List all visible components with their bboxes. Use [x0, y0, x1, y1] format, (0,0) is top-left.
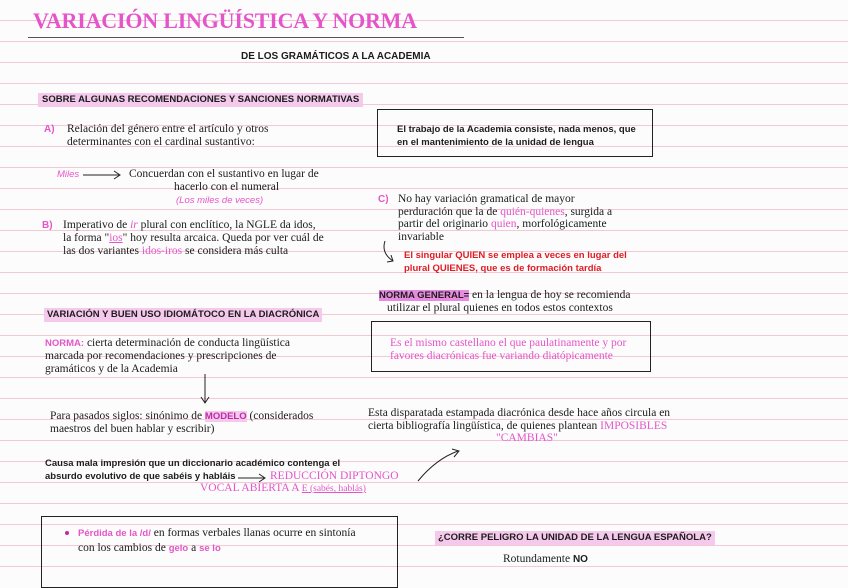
- section1-heading: SOBRE ALGUNAS RECOMENDACIONES Y SANCIONES NORMATIVAS: [38, 93, 363, 107]
- page-subtitle: DE LOS GRAMÁTICOS A LA ACADEMIA: [241, 51, 431, 62]
- miles-text: Concuerdan con el sustantivo en lugar de hacerlo con el numeral: [129, 168, 319, 193]
- title-underline: [28, 37, 464, 38]
- causa-text: Causa mala impresión que un diccionario académico contenga el absurdo evolutivo de que sabéis y habláis: [45, 458, 341, 482]
- miles-label: Miles: [57, 169, 80, 180]
- castellano-box-text: Es el mismo castellano el que paulatinamente y por favores diacrónicas fue variando diatópicamente: [390, 337, 627, 362]
- reduccion-text: REDUCCIÓN DIPTONGO VOCAL ABIERTA A E (sabés, hablás): [200, 470, 399, 494]
- peligro-answer: Rotundamente NO: [503, 553, 588, 565]
- item-b-text: Imperativo de ir plural con enclítico, la NGLE da idos, la forma "ios" hoy resulta arcaica. Queda por ver cuál de las dos variantes idos-iros se considera más culta: [63, 219, 324, 257]
- peligro-heading: ¿CORRE PELIGRO LA UNIDAD DE LA LENGUA ESPAÑOLA?: [435, 531, 715, 545]
- norma-definition: NORMA: cierta determinación de conducta lingüística marcada por recomendaciones y prescripciones de gramáticos y de la Academia: [45, 337, 291, 375]
- curved-arrow-icon: [381, 241, 405, 267]
- item-b-label: B): [42, 220, 53, 231]
- arrow-right-icon: [83, 171, 123, 179]
- perdida-text: Pérdida de la /d/ en formas verbales llanas ocurre en sintonía con los cambios de gelo a se lo: [78, 527, 356, 554]
- page-title: VARIACIÓN LINGÜÍSTICA Y NORMA: [33, 8, 417, 33]
- item-a-label: A): [44, 124, 55, 135]
- miles-example: (Los miles de veces): [176, 195, 264, 206]
- section2-heading: VARIACIÓN Y BUEN USO IDIOMÁTOCO EN LA DIACRÓNICA: [44, 308, 322, 322]
- academia-box-text: El trabajo de la Academia consiste, nada menos, que en el mantenimiento de la unidad de lengua: [397, 124, 636, 148]
- curved-arrow-up-icon: [418, 447, 462, 487]
- item-c-text: No hay variación gramatical de mayor perduración que la de quién-quienes, surgida a partir del originario quien, morfológicamente invariable: [398, 193, 613, 243]
- perdida-bullet: [65, 531, 69, 535]
- item-c-note: El singular QUIEN se emplea a veces en lugar del plural QUIENES, que es de formación tardía: [404, 250, 627, 274]
- item-c-label: C): [378, 194, 389, 205]
- disparatada-text: Esta disparatada estampada diacrónica desde hace años circula en cierta bibliografía lingüística, de quienes plantean IMPOSIBLES "CAMBIAS": [368, 407, 671, 444]
- modelo-text: Para pasados siglos: sinónimo de MODELO (considerados maestros del buen hablar y escribir): [50, 410, 314, 435]
- item-a-text: Relación del género entre el artículo y otros determinantes con el cardinal sustantivo:: [67, 123, 269, 148]
- norma-general: NORMA GENERAL= en la lengua de hoy se recomienda utilizar el plural quienes en todos estos contextos: [379, 289, 631, 314]
- arrow-down-icon: [200, 374, 210, 406]
